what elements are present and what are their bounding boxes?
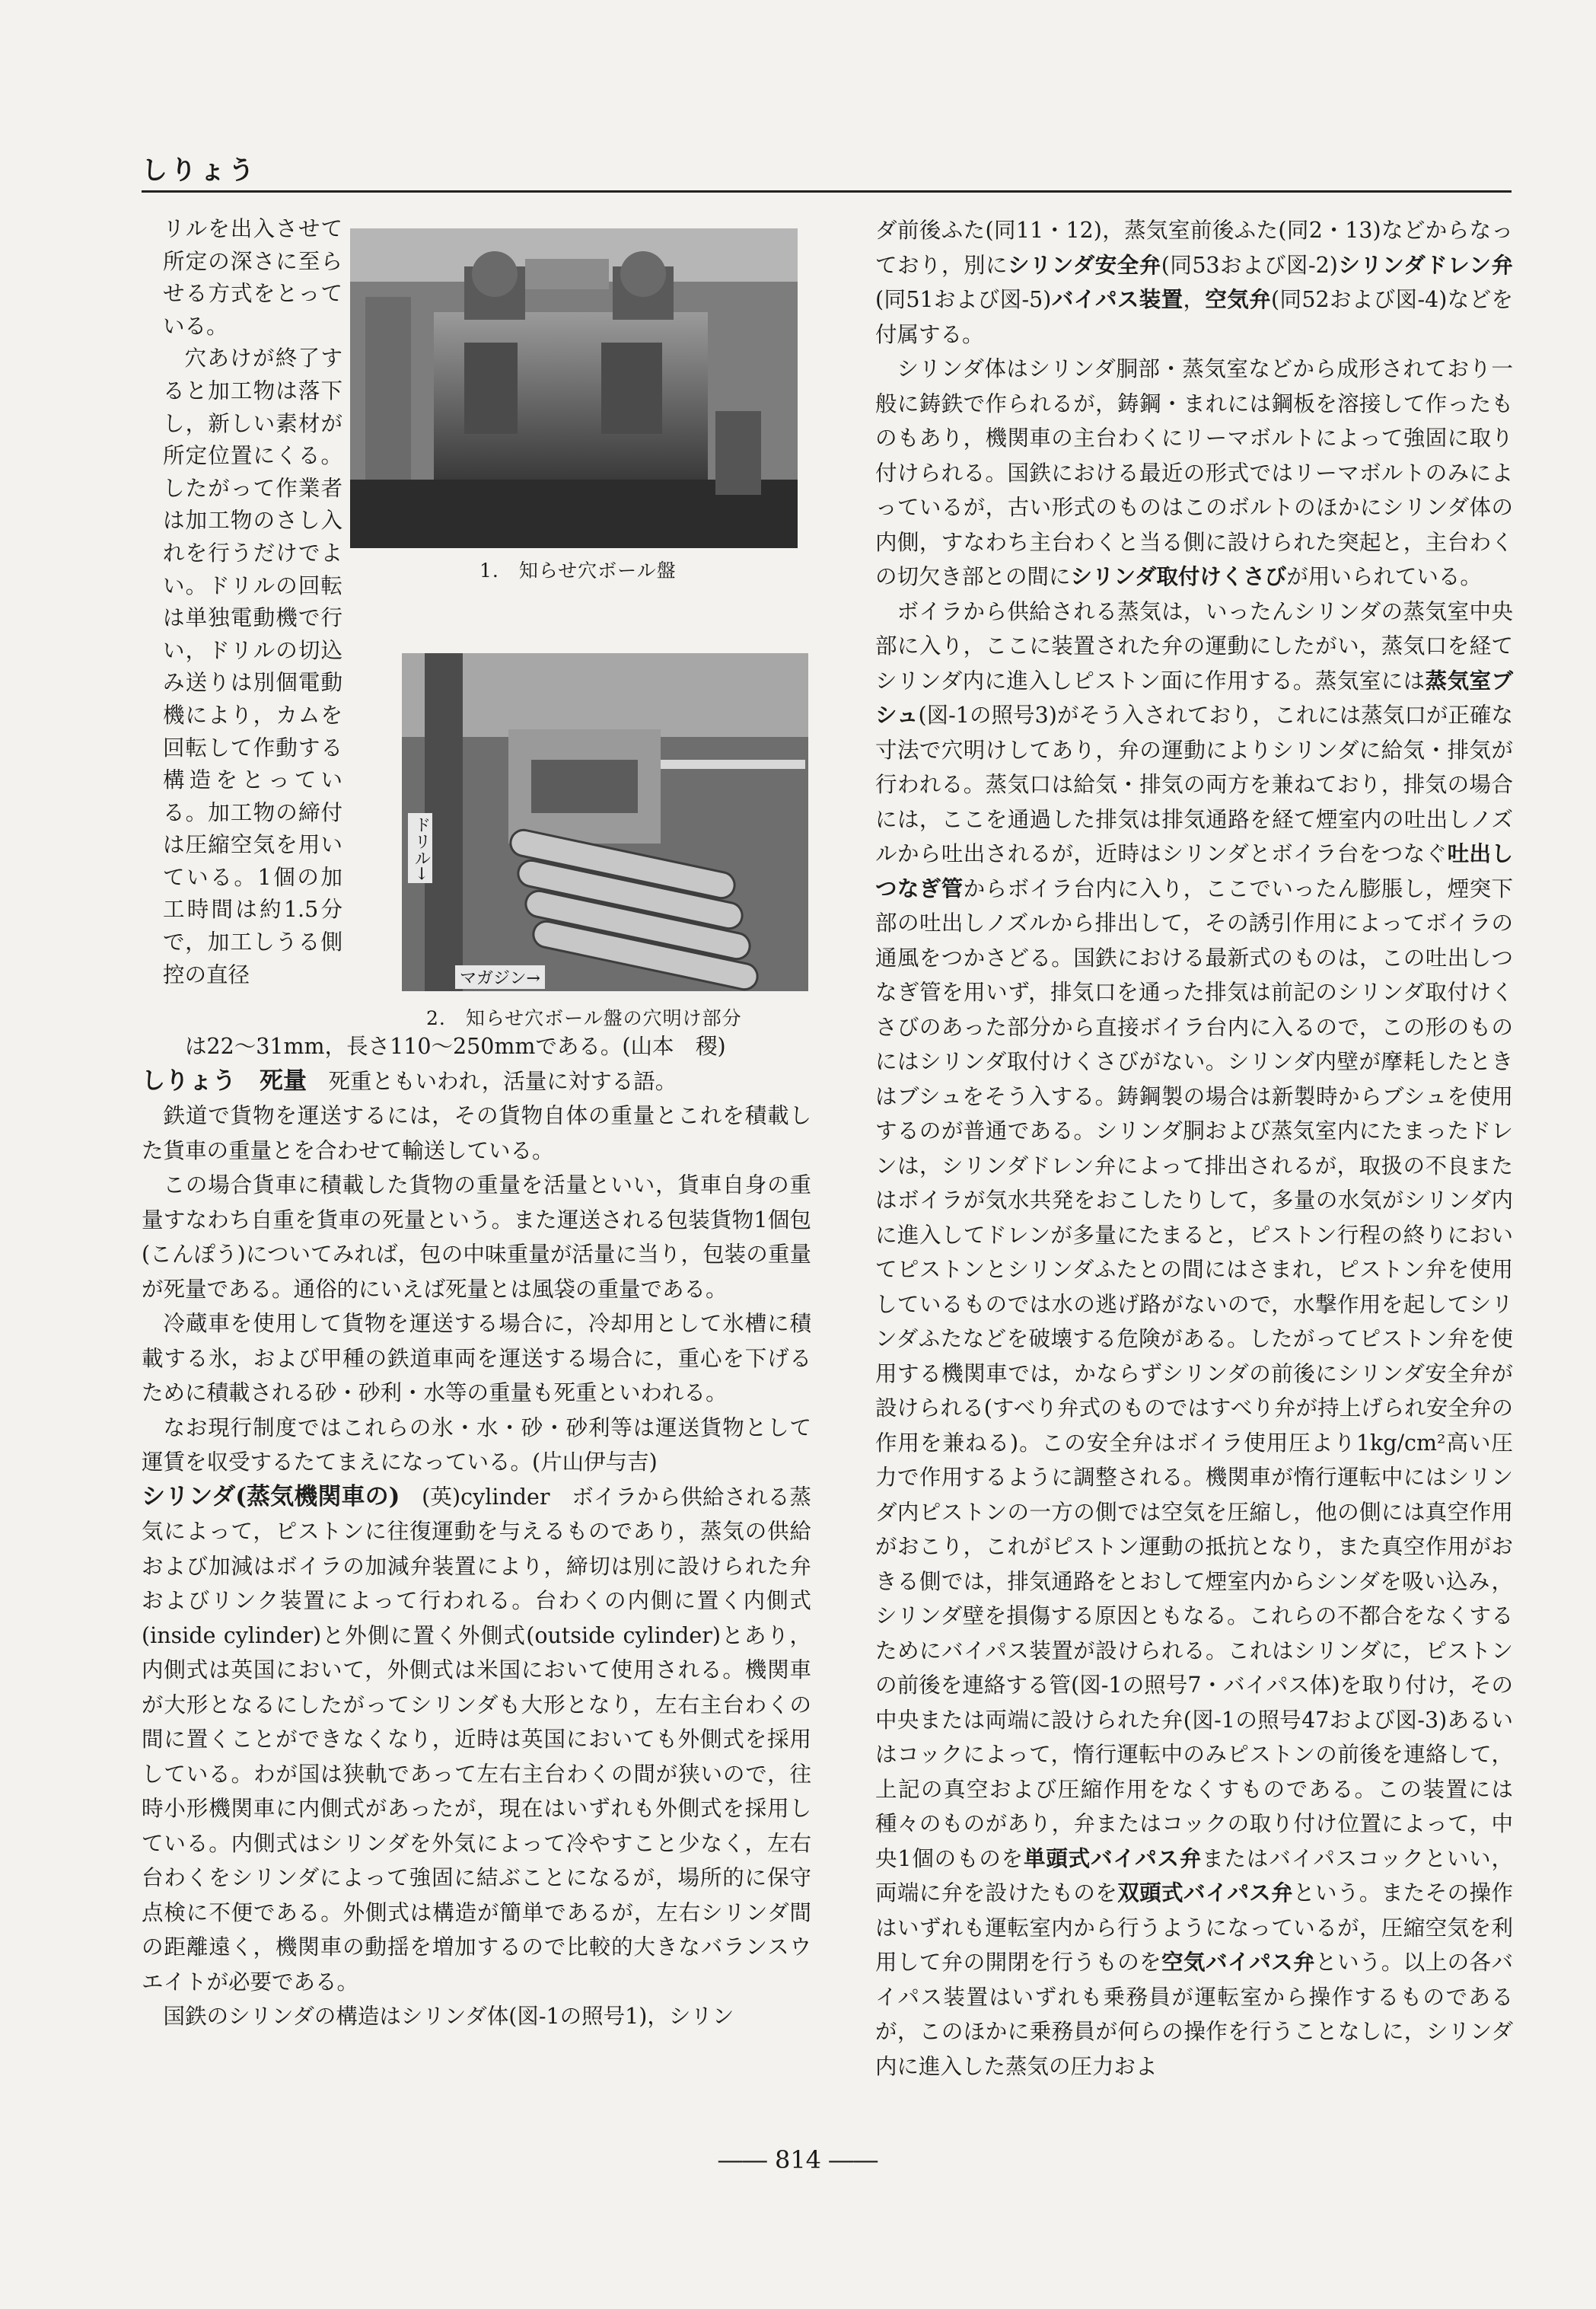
left-narrow-paragraph: リルを出入させて所定の深さに至らせる方式をとっている。	[163, 216, 342, 339]
left-lead-line: は22～31mm，長さ110～250mmである。(山本 稷)	[185, 1034, 726, 1059]
text-run: ダ前後ふた(同11・12)，蒸気室前後ふた(同2・13)などからなっており，別に	[875, 218, 1513, 278]
text-run: シリンダ体はシリンダ胴部・蒸気室などから成形されており一般に鋳鉄で作られるが，鋳鋼・まれには鋼板を溶接して作ったものもあり，機関車の主台わくにリーマボルトによって強固に取り付けられる。国鉄における最近の形式ではリーマボルトのみによっているが，古い形式のものはこのボルトのほかにシリンダ体の内側，すなわち主台わくと当る側に設けられた突起と，主台わくの切欠き部との間に	[875, 356, 1513, 589]
left-narrow-text	[163, 213, 342, 991]
text-run: またはバイパスコックといい，両端に弁を設けたものを	[875, 1845, 1513, 1906]
term-steam-chest-bush: 蒸気室ブシュ	[875, 667, 1513, 728]
text-run: (図-1の照号3)がそう入されており，これには蒸気口が正確な寸法で穴明けしてあり，弁の運動によりシリンダに給気・排気が行われる。蒸気口は給気・排気の両方を兼ねており，排気の場合には，ここを通過した排気は排気通路を経て煙室内の吐出しノズルから吐出されるが，近時はシリンダとボイラ台をつなぐ	[875, 703, 1513, 866]
figure-2-caption: 2. 知らせ穴ボール盤の穴明け部分	[426, 1007, 742, 1029]
text-run: (同52および図-4)などを付属する。	[875, 287, 1513, 347]
page-number: ―― 814 ――	[718, 2145, 878, 2174]
entry-cylinder	[142, 1480, 811, 2000]
figure-2-label-magazine: マガジン→	[455, 965, 545, 989]
text-run: (同53および図-2)	[1161, 252, 1338, 278]
term-cylinder-safety-valve: シリンダ安全弁	[1007, 251, 1161, 278]
shiryou-paragraph: 鉄道で貨物を運送するには，その貨物自体の重量とこれを積載した貨車の重量とを合わせて輸送している。	[142, 1103, 811, 1163]
term-air-bypass: 空気バイパス弁	[1161, 1949, 1316, 1975]
right-column	[875, 213, 1513, 2084]
figure-2-label-drill: ドリル→	[408, 813, 432, 883]
entry-shiryou	[142, 1064, 811, 1099]
term-exhaust-pipe: 吐出しつなぎ管	[875, 840, 1513, 901]
left-narrow-paragraph: 穴あけが終了すると加工物は落下し，新しい素材が所定位置にくる。したがって作業者は加工物のさし入れを行うだけでよい。ドリルの回転は単独電動機で行い，ドリルの切込み送りは別個電動機により，カムを回転して作動する構造をとっている。加工物の締付は圧縮空気を用いている。1個の加工時間は約1.5分で，加工しうる側控の直径	[163, 346, 342, 987]
term-bypass-device: バイパス装置	[1051, 286, 1183, 312]
text-run: という。以上の各バイパス装置はいずれも乗務員が運転室から操作するものであるが，このほかに乗務員が何らの操作を行うことなしに，シリンダ内に進入した蒸気の圧力およ	[875, 1950, 1513, 2079]
shiryou-paragraph: この場合貨車に積載した貨物の重量を活量といい，貨車自身の重量すなわち自重を貨車の死量という。また運送される包装貨物1個包(こんぽう)についてみれば，包の中味重量が活量に当り，包装の重量が死量である。通俗的にいえば死量とは風袋の重量である。	[142, 1172, 811, 1302]
right-paragraph-1	[875, 213, 1513, 352]
entry-head-shiryou: しりょう 死量	[142, 1067, 307, 1095]
text-run: (同51および図-5)	[875, 287, 1052, 312]
text-run: という。またその操作はいずれも運転室内から行うようになっているが，圧縮空気を利用して弁の開閉を行うものを	[875, 1880, 1513, 1975]
entry-cylinder-lead: (英)cylinder ボイラから供給される蒸気によって，ピストンに往復運動を与えるものであり，蒸気の供給および加減はボイラの加減弁装置により，締切は別に設けられた弁およびリンク装置によって行われる。台わくの内側に置く内側式(inside cylinder)と外側に置く外側式(outside cylinder)とあり，内側式は英国において，外側式は米国において使用される。機関車が大形となるにしたがってシリンダも大形となり，左右主台わくの間に置くことができなくなり，近時は英国においても外側式を採用している。わが国は狭軌であって左右主台わくの間が狭いので，往時小形機関車に内側式があったが，現在はいずれも外側式を採用している。内側式はシリンダを外気によって冷やすこと少なく，左右台わくをシリンダによって強固に結ぶことになるが，場所的に保守点検に不便である。外側式は構造が簡単であるが，左右シリンダ間の距離遠く，機関車の動揺を増加するので比較的大きなバランスウエイトが必要である。	[142, 1484, 811, 1995]
term-cylinder-wedge: シリンダ取付けくさび	[1070, 563, 1287, 589]
text-run: ボイラから供給される蒸気は，いったんシリンダの蒸気室中央部に入り，ここに装置された弁の運動にしたがい，蒸気口を経てシリンダ内に進入しピストン面に作用する。蒸気室には	[875, 598, 1513, 694]
entry-shiryou-definition: 死重ともいわれ，活量に対する語。	[328, 1068, 677, 1094]
text-run: からボイラ台内に入り，ここでいったん膨脹し，煙突下部の吐出しノズルから排出して，その誘引作用によってボイラの通風をつかさどる。国鉄における最新式のものは，この吐出しつなぎ管を用いず，排気口を通った排気は前記のシリンダ取付けくさびのあった部分から直接ボイラ台内に入るので，この形のものにはシリンダ取付けくさびがない。シリンダ内壁が摩耗したときはブシュをそう入する。鋳鋼製の場合は新製時からブシュを使用するのが普通である。シリンダ胴および蒸気室内にたまったドレンは，シリンダドレン弁によって排出されるが，取扱の不良またはボイラが気水共発をおこしたりして，多量の水気がシリンダ内に進入してドレンが多量にたまると，ピストン行程の終りにおいてピストンとシリンダふたとの間にはさまれ，ピストン弁を使用しているものでは水の逃げ路がないので，水撃作用を起してシリンダふたなどを破壊する危険がある。したがってピストン弁を使用する機関車では，かならずシリンダの前後にシリンダ安全弁が設けられる(すべり弁式のものではすべり弁が持上げられ安全弁の作用を兼ねる)。この安全弁はボイラ使用圧より1kg/cm²高い圧力で作用するように調整される。機関車が惰行運転中にはシリンダ内ピストンの一方の側では空気を圧縮し，他の側には真空作用がおこり，これがピストン運動の抵抗となり，また真空作用がおきる側では，排気通路をとおして煙室内からシンダを吸い込み，シリンダ壁を損傷する原因ともなる。これらの不都合をなくするためにバイパス装置が設けられる。これはシリンダに，ピストンの前後を連絡する管(図-1の照号7・バイパス体)を取り付け，その中央または両端に設けられた弁(図-1の照号47および図-3)あるいはコックによって，惰行運転中のみピストンの前後を連絡して，上記の真空および圧縮作用をなくすものである。この装置には種々のものがあり，弁またはコックの取り付け位置によって，中央1個のものを	[875, 875, 1513, 1871]
term-cylinder-drain-valve: シリンダドレン弁	[1337, 251, 1513, 278]
term-single-head-bypass: 単頭式バイパス弁	[1024, 1845, 1203, 1871]
figure-1-caption: 1. 知らせ穴ボール盤	[479, 560, 677, 582]
text-run: が用いられている。	[1286, 564, 1482, 589]
term-double-head-bypass: 双頭式バイパス弁	[1117, 1880, 1294, 1906]
cylinder-paragraph: 国鉄のシリンダの構造はシリンダ体(図-1の照号1)，シリン	[163, 2004, 734, 2029]
shiryou-paragraph: 冷蔵車を使用して貨物を運送する場合に，冷却用として氷槽に積載する氷，および甲種の鉄道車両を運送する場合に，重心を下げるために積載される砂・砂利・水等の重量も死重といわれる。	[142, 1311, 811, 1405]
left-column	[142, 1029, 811, 2034]
shiryou-paragraph: なお現行制度ではこれらの氷・水・砂・砂利等は運送貨物として運賃を収受するたてまえになっている。(片山伊与吉)	[142, 1414, 811, 1475]
running-head: しりょう	[142, 155, 257, 186]
right-paragraph-2	[875, 352, 1513, 595]
right-paragraph-3	[875, 595, 1513, 2084]
header-rule	[142, 190, 1512, 193]
figure-2-photo	[402, 653, 808, 991]
text-run: ，	[1183, 287, 1206, 312]
entry-head-cylinder: シリンダ(蒸気機関車の)	[142, 1482, 400, 1510]
figure-1-photo	[350, 228, 798, 548]
term-air-valve: 空気弁	[1205, 286, 1271, 312]
